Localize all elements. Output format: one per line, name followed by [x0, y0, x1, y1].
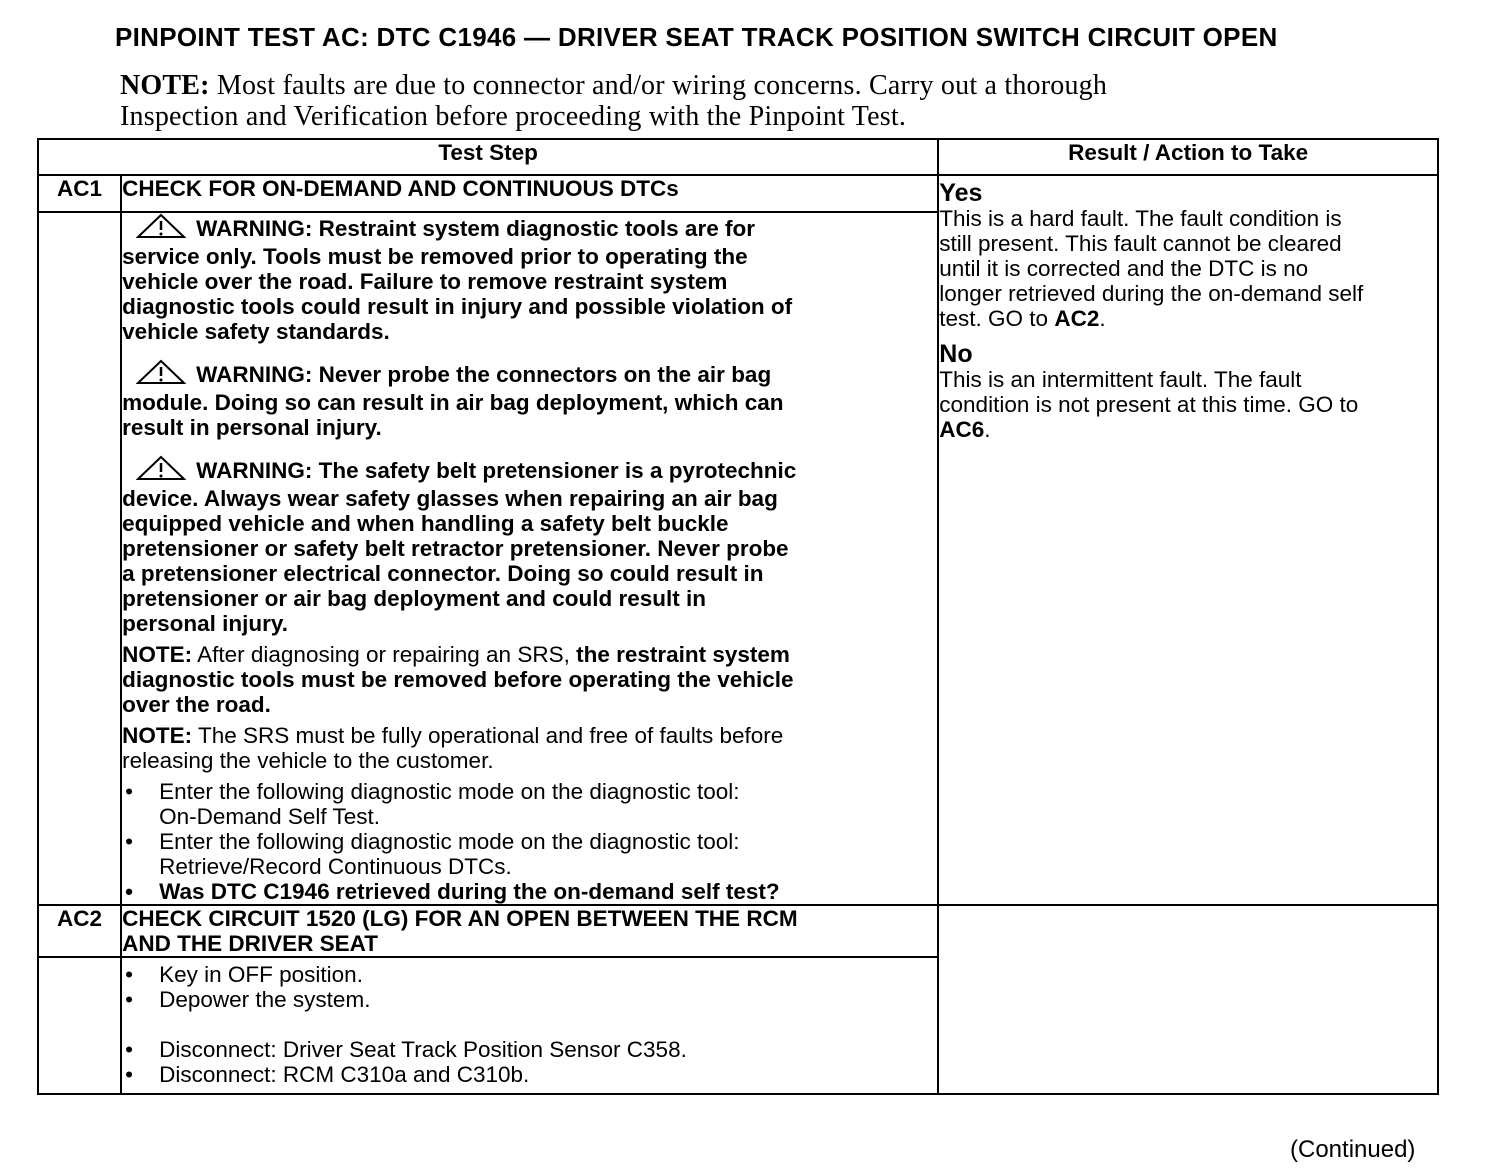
- result-yes-line: longer retrieved during the on-demand self: [939, 281, 1364, 306]
- step-title-line: CHECK CIRCUIT 1520 (LG) FOR AN OPEN BETWEEN THE RCM: [122, 906, 798, 931]
- result-yes-text: [939, 206, 1437, 331]
- note-text: The SRS must be fully operational and free of faults before: [192, 723, 784, 748]
- step-id-spacer: [38, 957, 121, 1094]
- list-item: [122, 829, 937, 879]
- result-yes-line: still present. This fault cannot be cleared: [939, 231, 1342, 256]
- warning-line: diagnostic tools could result in injury and possible violation of: [122, 294, 793, 319]
- ac2-steps-list-1: [122, 962, 937, 1012]
- step-id-ac1: AC1: [38, 175, 121, 212]
- result-no-line: This is an intermittent fault. The fault: [939, 367, 1302, 392]
- warning-line: WARNING: The safety belt pretensioner is a pyrotechnic: [196, 458, 797, 483]
- step-id-spacer: [38, 212, 121, 905]
- result-no-text: [939, 367, 1437, 442]
- result-no-goto-suffix: .: [984, 417, 991, 442]
- warning-line: module. Doing so can result in air bag deployment, which can: [122, 390, 784, 415]
- list-item-line: On-Demand Self Test.: [159, 804, 381, 829]
- header-result-action: Result / Action to Take: [938, 139, 1438, 175]
- warning-triangle-icon: [136, 359, 186, 390]
- list-item: [122, 779, 937, 829]
- result-no-goto-line: [939, 417, 1437, 442]
- intro-note-line1: Most faults are due to connector and/or wiring concerns. Carry out a thorough: [216, 70, 1108, 101]
- warning-line: vehicle over the road. Failure to remove restraint system: [122, 269, 728, 294]
- note-srs-operational: [122, 723, 937, 773]
- result-yes-goto-prefix: test. GO to: [939, 306, 1055, 331]
- warning-line: a pretensioner electrical connector. Doing so could result in: [122, 561, 764, 586]
- warning-line: WARNING: Restraint system diagnostic tools are for: [196, 216, 755, 241]
- ac1-question: • Was DTC C1946 retrieved during the on-demand self test?: [122, 879, 937, 904]
- warning-line: equipped vehicle and when handling a safety belt buckle: [122, 511, 729, 536]
- warning-line: vehicle safety standards.: [122, 319, 390, 344]
- note-text-bold: the restraint system: [576, 642, 790, 667]
- note-text: releasing the vehicle to the customer.: [122, 748, 494, 773]
- warning-3: [122, 455, 937, 636]
- step-id-ac2: AC2: [38, 905, 121, 957]
- intro-note-label: NOTE:: [120, 70, 210, 101]
- ac1-steps-list: [122, 779, 937, 904]
- note-text: After diagnosing or repairing an SRS,: [192, 642, 577, 667]
- warning-triangle-icon: [136, 213, 186, 244]
- result-no-label: No: [939, 340, 973, 368]
- goto-ac2-link[interactable]: AC2: [1054, 306, 1100, 331]
- result-ac1: [938, 175, 1438, 905]
- warning-line: personal injury.: [122, 611, 288, 636]
- note-label: NOTE:: [122, 642, 193, 667]
- intro-note-line2: Inspection and Verification before proceeding with the Pinpoint Test.: [120, 101, 907, 132]
- list-item: • Disconnect: RCM C310a and C310b.: [122, 1062, 937, 1087]
- list-item-line: Retrieve/Record Continuous DTCs.: [159, 854, 512, 879]
- note-text-bold: over the road.: [122, 692, 271, 717]
- result-yes-label: Yes: [939, 179, 983, 207]
- list-item-line: • Enter the following diagnostic mode on the diagnostic tool:: [159, 829, 740, 854]
- warning-1: [122, 213, 937, 344]
- warning-line: service only. Tools must be removed prior to operating the: [122, 244, 748, 269]
- step-title-line: AND THE DRIVER SEAT: [122, 931, 378, 956]
- ac2-steps-list-2: [122, 1037, 937, 1087]
- header-test-step: Test Step: [38, 139, 938, 175]
- list-item: • Disconnect: Driver Seat Track Position Sensor C358.: [122, 1037, 937, 1062]
- note-label: NOTE:: [122, 723, 193, 748]
- warning-line: pretensioner or air bag deployment and could result in: [122, 586, 706, 611]
- step-title-ac2: [121, 905, 938, 957]
- result-yes-goto-suffix: .: [1099, 306, 1106, 331]
- warning-line: result in personal injury.: [122, 415, 382, 440]
- note-text-bold: diagnostic tools must be removed before operating the vehicle: [122, 667, 794, 692]
- warning-line: WARNING: Never probe the connectors on the air bag: [196, 362, 772, 387]
- warning-line: device. Always wear safety glasses when repairing an air bag: [122, 486, 778, 511]
- result-yes-line: until it is corrected and the DTC is no: [939, 256, 1309, 281]
- warning-line: pretensioner or safety belt retractor pretensioner. Never probe: [122, 536, 789, 561]
- result-no-line: condition is not present at this time. GO to: [939, 392, 1359, 417]
- pinpoint-test-table: [37, 138, 1439, 1095]
- warning-triangle-icon: [136, 455, 186, 486]
- result-ac2: [938, 905, 1438, 1094]
- list-item: • Depower the system.: [122, 987, 937, 1012]
- step-body-ac1: [121, 212, 938, 905]
- step-body-ac2: [121, 957, 938, 1094]
- page-title: PINPOINT TEST AC: DTC C1946 — DRIVER SEAT TRACK POSITION SWITCH CIRCUIT OPEN: [115, 22, 1278, 52]
- intro-note: [120, 70, 1320, 132]
- continued-label: (Continued): [1290, 1136, 1416, 1163]
- list-item: • Key in OFF position.: [122, 962, 937, 987]
- list-item-line: • Enter the following diagnostic mode on the diagnostic tool:: [159, 779, 740, 804]
- goto-ac6-link[interactable]: AC6: [939, 417, 985, 442]
- step-title-ac1: CHECK FOR ON-DEMAND AND CONTINUOUS DTCs: [121, 175, 938, 212]
- note-srs-tools: [122, 642, 937, 717]
- warning-2: [122, 359, 937, 440]
- result-yes-line: This is a hard fault. The fault condition is: [939, 206, 1342, 231]
- result-yes-goto-line: [939, 306, 1437, 331]
